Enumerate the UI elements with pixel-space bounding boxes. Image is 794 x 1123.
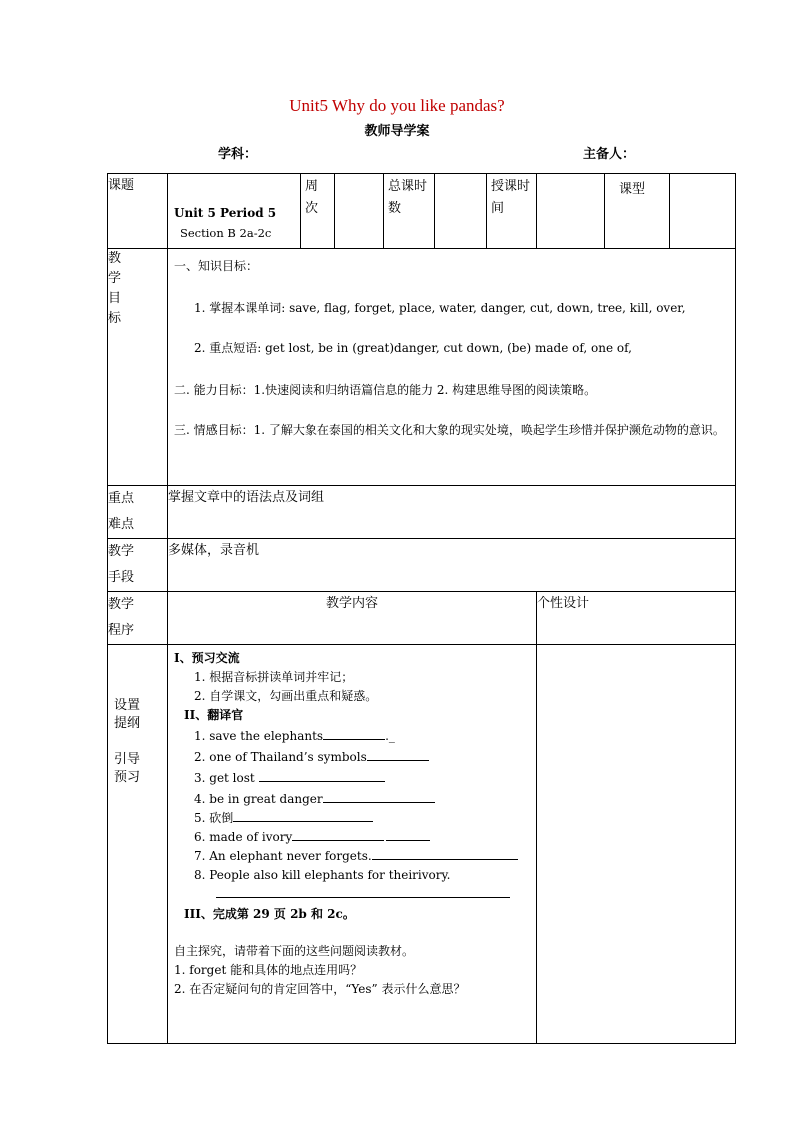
type-value-cell: [670, 174, 736, 249]
document-subtitle: 教师导学案: [364, 124, 430, 139]
type-label-cell: [605, 174, 670, 249]
objectives-content-cell: [168, 249, 736, 486]
prep-item-1: 1. 根据音标拼读单词并牢记；: [194, 670, 354, 684]
vocab-objective: 1. 掌握本课单词: save, flag, forget, place, water, danger, cut, down, tree, kill, over,: [194, 301, 686, 315]
period-cell: [168, 174, 301, 249]
phrase-objective: 2. 重点短语: get lost, be in (great)danger, cut down, (be) made of, one of,: [194, 341, 632, 355]
week-label: 周次: [305, 179, 319, 216]
lesson-type-label: 课型: [619, 182, 646, 197]
means-row: [108, 539, 736, 592]
design-header: 个性设计: [537, 596, 590, 611]
week-value-cell: [335, 174, 384, 249]
translate-item-1: 1. save the elephants ._: [194, 729, 395, 743]
translate-item-5: 5. 砍倒: [174, 809, 530, 828]
translate-item-8: 8. People also kill elephants for theirivory.: [194, 868, 451, 882]
topic-label: 课题: [108, 178, 135, 193]
preview-label-cell: [108, 645, 168, 1044]
section-3-heading: III、完成第 29 页 2b 和 2c。: [184, 907, 355, 921]
lesson-plan-table: [107, 173, 736, 1044]
translate-item-7: 7. An elephant never forgets.: [174, 847, 530, 866]
section-2-heading: II、翻译官: [184, 708, 244, 722]
preview-label-1: 设置: [114, 698, 141, 713]
content-header-cell: [168, 592, 537, 645]
document-title: Unit5 Why do you like pandas?: [289, 96, 505, 115]
means-label-cell: [108, 539, 168, 592]
objectives-row: [108, 249, 736, 486]
emotion-objective: 三. 情感目标：1. 了解大象在泰国的相关文化和大象的现实处境，唤起学生珍惜并保护濒危动物的意识。: [174, 423, 725, 437]
total-label-cell: [384, 174, 435, 249]
means-cell: [168, 539, 736, 592]
period-section: Section B 2a-2c: [180, 226, 272, 240]
content-header: 教学内容: [325, 596, 378, 611]
procedure-label-cell: [108, 592, 168, 645]
keypoints-cell: [168, 486, 736, 539]
total-value-cell: [435, 174, 487, 249]
preview-label-3: 引导: [114, 752, 141, 767]
preview-row: [108, 645, 736, 1044]
means-text: 多媒体，录音机: [168, 543, 260, 558]
period-title: Unit 5 Period 5: [174, 206, 277, 220]
ability-objective: 二. 能力目标：1.快速阅读和归纳语篇信息的能力 2. 构建思维导图的阅读策略。: [174, 383, 597, 397]
teach-time-value-cell: [537, 174, 605, 249]
preview-label-4: 预习: [114, 770, 141, 785]
procedure-header-row: [108, 592, 736, 645]
keypoints-label: 重点难点: [108, 491, 135, 532]
translate-item-6: 6. made of ivory: [174, 828, 530, 847]
design-notes-cell: [537, 645, 736, 1044]
subject-label: 学科：: [218, 147, 258, 162]
keypoints-row: [108, 486, 736, 539]
topic-row: [108, 174, 736, 249]
translate-item-3: 3. get lost: [174, 769, 530, 788]
prep-item-2: 2. 自学课文，勾画出重点和疑惑。: [194, 689, 378, 703]
author-label: 主备人：: [583, 147, 636, 162]
preview-content-cell: [168, 645, 537, 1044]
procedure-label: 教学程序: [108, 597, 135, 638]
question-2: 2. 在否定疑问句的肯定回答中，“Yes” 表示什么意思？: [174, 982, 466, 996]
total-hours-label: 总课时数: [388, 179, 428, 216]
explore-intro: 自主探究，请带着下面的这些问题阅读教材。: [174, 944, 415, 958]
keypoints-text: 掌握文章中的语法点及词组: [168, 490, 325, 505]
means-label: 教学手段: [108, 544, 135, 585]
week-label-cell: [301, 174, 335, 249]
question-1: 1. forget 能和具体的地点连用吗？: [174, 963, 363, 977]
objectives-label-cell: [108, 249, 168, 486]
teach-time-label: 授课时间: [491, 179, 531, 216]
teach-time-label-cell: [487, 174, 537, 249]
translate-item-2: 2. one of Thailand’s symbols: [174, 748, 530, 767]
translate-item-4: 4. be in great danger: [174, 790, 530, 809]
design-header-cell: [537, 592, 736, 645]
knowledge-heading: 一、知识目标：: [174, 259, 259, 273]
topic-label-cell: [108, 174, 168, 249]
keypoints-label-cell: [108, 486, 168, 539]
objectives-label: 教学目标: [108, 251, 122, 326]
answer-line: [216, 889, 510, 898]
preview-label-2: 提纲: [114, 716, 141, 731]
section-1-heading: I、预习交流: [174, 651, 240, 665]
